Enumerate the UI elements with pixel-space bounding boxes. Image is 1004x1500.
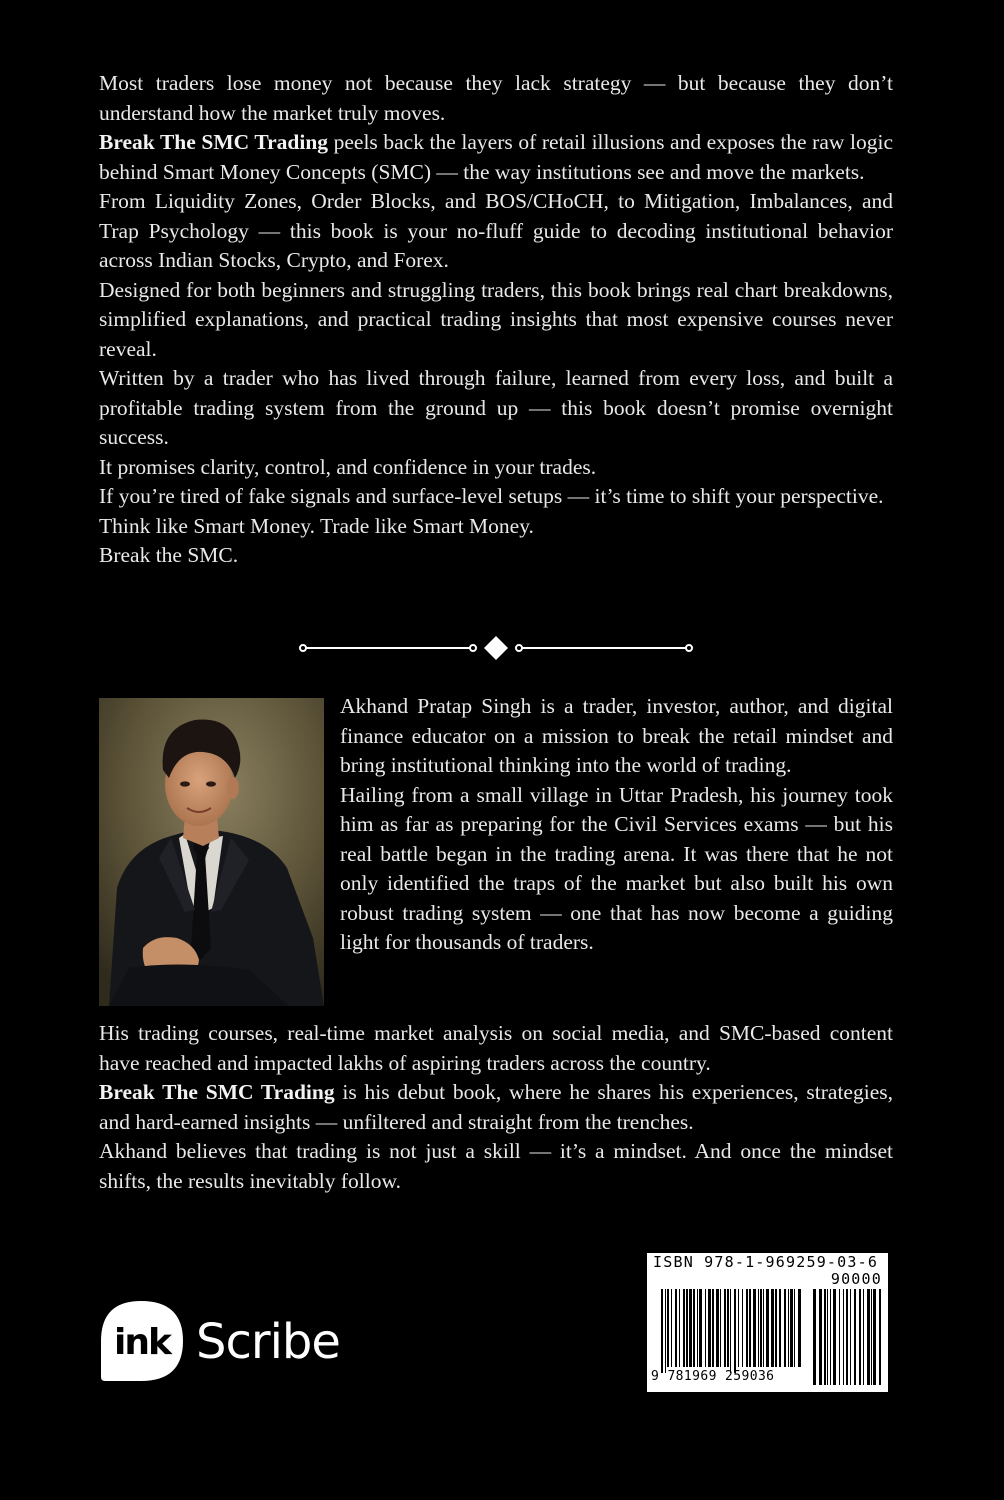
price-code: 90000	[830, 1270, 882, 1288]
back-cover-blurb	[99, 69, 893, 571]
blurb-paragraph-9: Break the SMC.	[99, 543, 239, 567]
blurb-paragraph-7: If you’re tired of fake signals and surface-level setups — it’s time to shift your perspective.	[99, 484, 884, 508]
book-title-bold: Break The SMC Trading	[99, 1080, 335, 1104]
barcode-digits: 9 781969 259036	[651, 1369, 775, 1384]
publisher-logo-mark: ink	[114, 1322, 170, 1363]
author-photo	[99, 698, 324, 1006]
author-bio	[340, 692, 893, 958]
blurb-paragraph-8: Think like Smart Money. Trade like Smart Money.	[99, 513, 534, 538]
isbn-label: ISBN 978-1-969259-03-6	[653, 1253, 879, 1271]
blurb-paragraph-6: It promises clarity, control, and confidence in your trades.	[99, 454, 597, 479]
author-bio-paragraph-5: Akhand believes that trading is not just a skill — it’s a mindset. And once the mindset shifts, the results inevitably follow.	[99, 1139, 893, 1193]
blurb-paragraph-4: Designed for both beginners and struggling traders, this book brings real chart breakdowns, simplified explanations, and practical trading insights that most expensive courses never reveal.	[99, 277, 893, 361]
publisher-name: Scribe	[196, 1314, 340, 1370]
book-title-bold: Break The SMC Trading	[99, 130, 329, 154]
blurb-paragraph-2	[99, 128, 893, 187]
diamond-ornament-icon	[484, 636, 508, 660]
author-bio-paragraph-3: His trading courses, real-time market analysis on social media, and SMC-based content have reached and impacted lakhs of aspiring traders across the country.	[99, 1021, 893, 1075]
blurb-paragraph-1: Most traders lose money not because they lack strategy — but because they don’t understand how the market truly moves.	[99, 71, 893, 125]
author-bio-paragraph-4	[99, 1078, 893, 1137]
blurb-paragraph-3: From Liquidity Zones, Order Blocks, and BOS/CHoCH, to Mitigation, Imbalances, and Trap Psychology — this book is your no-fluff guide to decoding institutional behavior across Indian Stocks, Crypto, and Forex.	[99, 189, 893, 272]
author-bio-paragraph-1: Akhand Pratap Singh is a trader, investor, author, and digital finance educator on a mission to break the retail mindset and bring institutional thinking into the world of trading.	[340, 694, 893, 777]
isbn-barcode	[647, 1253, 888, 1392]
blurb-paragraph-5: Written by a trader who has lived through failure, learned from every loss, and built a profitable trading system from the ground up — this book doesn’t promise overnight success.	[99, 366, 893, 449]
ornamental-divider	[298, 636, 694, 660]
author-bio-paragraph-4-text: is his debut book, where he shares his experiences, strategies, and hard-earned insights — unfiltered and straight from the trenches.	[99, 1080, 893, 1134]
author-bio-continued	[99, 1019, 893, 1196]
author-bio-paragraph-2: Hailing from a small village in Uttar Pradesh, his journey took him as far as preparing for the Civil Services exams — but his real battle began in the trading arena. It was there that he not only identified the traps of the market but also built his own robust trading system — one that has now become a guiding light for thousands of traders.	[340, 782, 893, 954]
blurb-paragraph-2-text: peels back the layers of retail illusions and exposes the raw logic behind Smart Money Concepts (SMC) — the way institutions see and move the markets.	[99, 130, 893, 184]
